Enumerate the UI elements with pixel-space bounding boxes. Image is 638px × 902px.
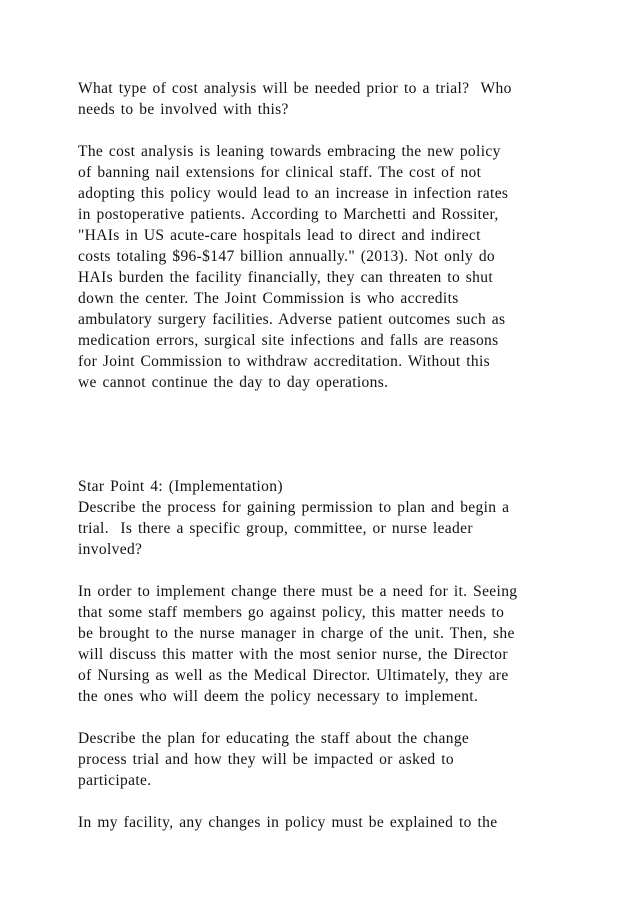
cost-answer-line-6: costs totaling $96-$147 billion annually." (2013). Not only do — [78, 248, 496, 265]
question-education-line-2: process trial and how they will be impacted or asked to — [78, 751, 455, 768]
section-heading: Star Point 4: (Implementation) — [78, 478, 283, 495]
cost-answer-line-3: adopting this policy would lead to an increase in infection rates — [78, 185, 509, 202]
cost-answer-line-12: we cannot continue the day to day operations. — [78, 374, 389, 391]
cost-answer-line-1: The cost analysis is leaning towards embracing the new policy — [78, 143, 501, 160]
question-permission-line-2: trial. Is there a specific group, committee, or nurse leader — [78, 520, 473, 537]
question-permission-line-3: involved? — [78, 541, 143, 558]
cost-answer-line-9: ambulatory surgery facilities. Adverse patient outcomes such as — [78, 311, 506, 328]
permission-answer-line-6: the ones who will deem the policy necessary to implement. — [78, 688, 479, 705]
cost-answer-line-5: "HAIs in US acute-care hospitals lead to direct and indirect — [78, 227, 481, 244]
cost-answer-line-4: in postoperative patients. According to Marchetti and Rossiter, — [78, 206, 499, 223]
permission-answer-line-3: be brought to the nurse manager in charge of the unit. Then, she — [78, 625, 515, 642]
question-cost-line-1: What type of cost analysis will be needed prior to a trial? Who — [78, 80, 512, 97]
question-education-line-3: participate. — [78, 772, 152, 789]
permission-answer-line-5: of Nursing as well as the Medical Director. Ultimately, they are — [78, 667, 509, 684]
permission-answer-line-1: In order to implement change there must be a need for it. Seeing — [78, 583, 518, 600]
permission-answer-line-4: will discuss this matter with the most senior nurse, the Director — [78, 646, 508, 663]
question-cost-line-2: needs to be involved with this? — [78, 101, 289, 118]
question-education-line-1: Describe the plan for educating the staff about the change — [78, 730, 470, 747]
question-permission-line-1: Describe the process for gaining permission to plan and begin a — [78, 499, 510, 516]
cost-answer-line-2: of banning nail extensions for clinical staff. The cost of not — [78, 164, 482, 181]
cost-answer-line-8: down the center. The Joint Commission is who accredits — [78, 290, 459, 307]
cost-answer-line-7: HAIs burden the facility financially, they can threaten to shut — [78, 269, 494, 286]
cost-answer-line-10: medication errors, surgical site infections and falls are reasons — [78, 332, 499, 349]
permission-answer-line-2: that some staff members go against policy, this matter needs to — [78, 604, 505, 621]
cost-answer-line-11: for Joint Commission to withdraw accreditation. Without this — [78, 353, 491, 370]
education-answer-line-1: In my facility, any changes in policy must be explained to the — [78, 814, 498, 831]
